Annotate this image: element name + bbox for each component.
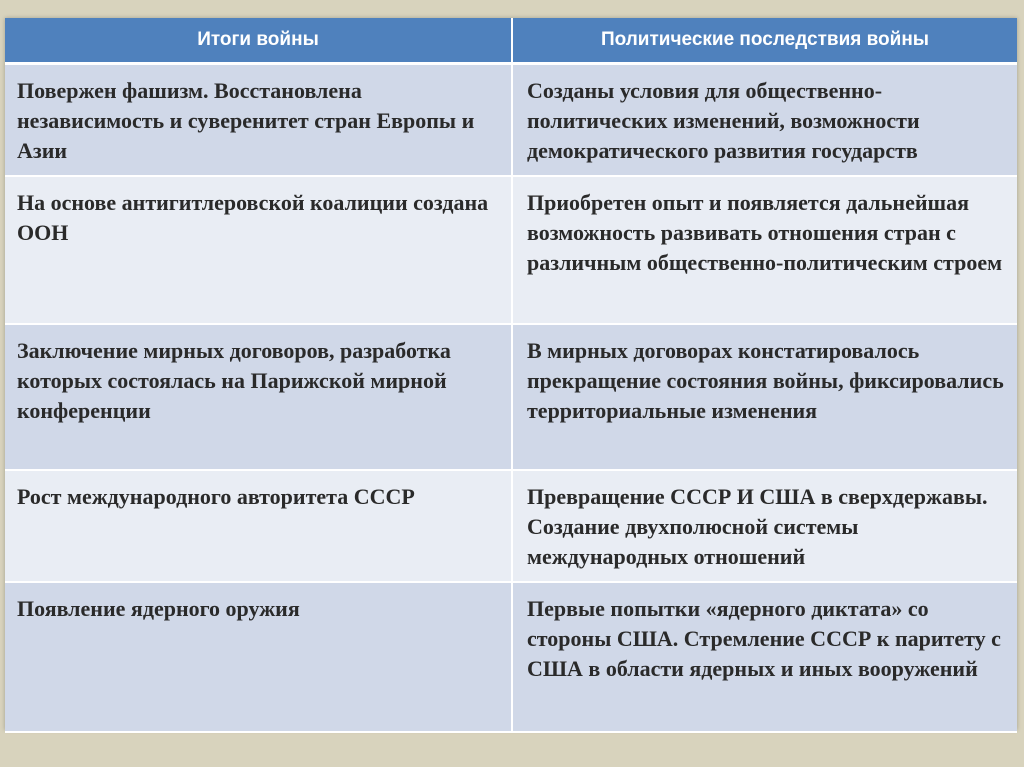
table-header-row: [5, 18, 1017, 64]
consequence-cell: В мирных договорах констатировалось прекращение состояния войны, фиксировались территориальные изменения: [512, 324, 1017, 470]
header-political-consequences: Политические последствия войны: [512, 18, 1017, 64]
header-war-results: Итоги войны: [5, 18, 512, 64]
result-cell: Повержен фашизм. Восстановлена независимость и суверенитет стран Европы и Азии: [5, 64, 512, 176]
table-row: [5, 324, 1017, 470]
result-cell: Рост международного авторитета СССР: [5, 470, 512, 582]
consequence-cell: Созданы условия для общественно-политических изменений, возможности демократического развития государств: [512, 64, 1017, 176]
table-row: [5, 176, 1017, 324]
table-row: [5, 470, 1017, 582]
table-row: [5, 64, 1017, 176]
consequence-cell: Превращение СССР И США в сверхдержавы. Создание двухполюсной системы международных отношений: [512, 470, 1017, 582]
consequence-cell: Приобретен опыт и появляется дальнейшая возможность развивать отношения стран с различным общественно-политическим строем: [512, 176, 1017, 324]
results-table-wrapper: [5, 18, 1017, 730]
result-cell: На основе антигитлеровской коалиции создана ООН: [5, 176, 512, 324]
result-cell: Появление ядерного оружия: [5, 582, 512, 732]
war-results-table: [5, 18, 1017, 733]
table-row: [5, 582, 1017, 732]
consequence-cell: Первые попытки «ядерного диктата» со стороны США. Стремление СССР к паритету с США в области ядерных и иных вооружений: [512, 582, 1017, 732]
result-cell: Заключение мирных договоров, разработка которых состоялась на Парижской мирной конференции: [5, 324, 512, 470]
